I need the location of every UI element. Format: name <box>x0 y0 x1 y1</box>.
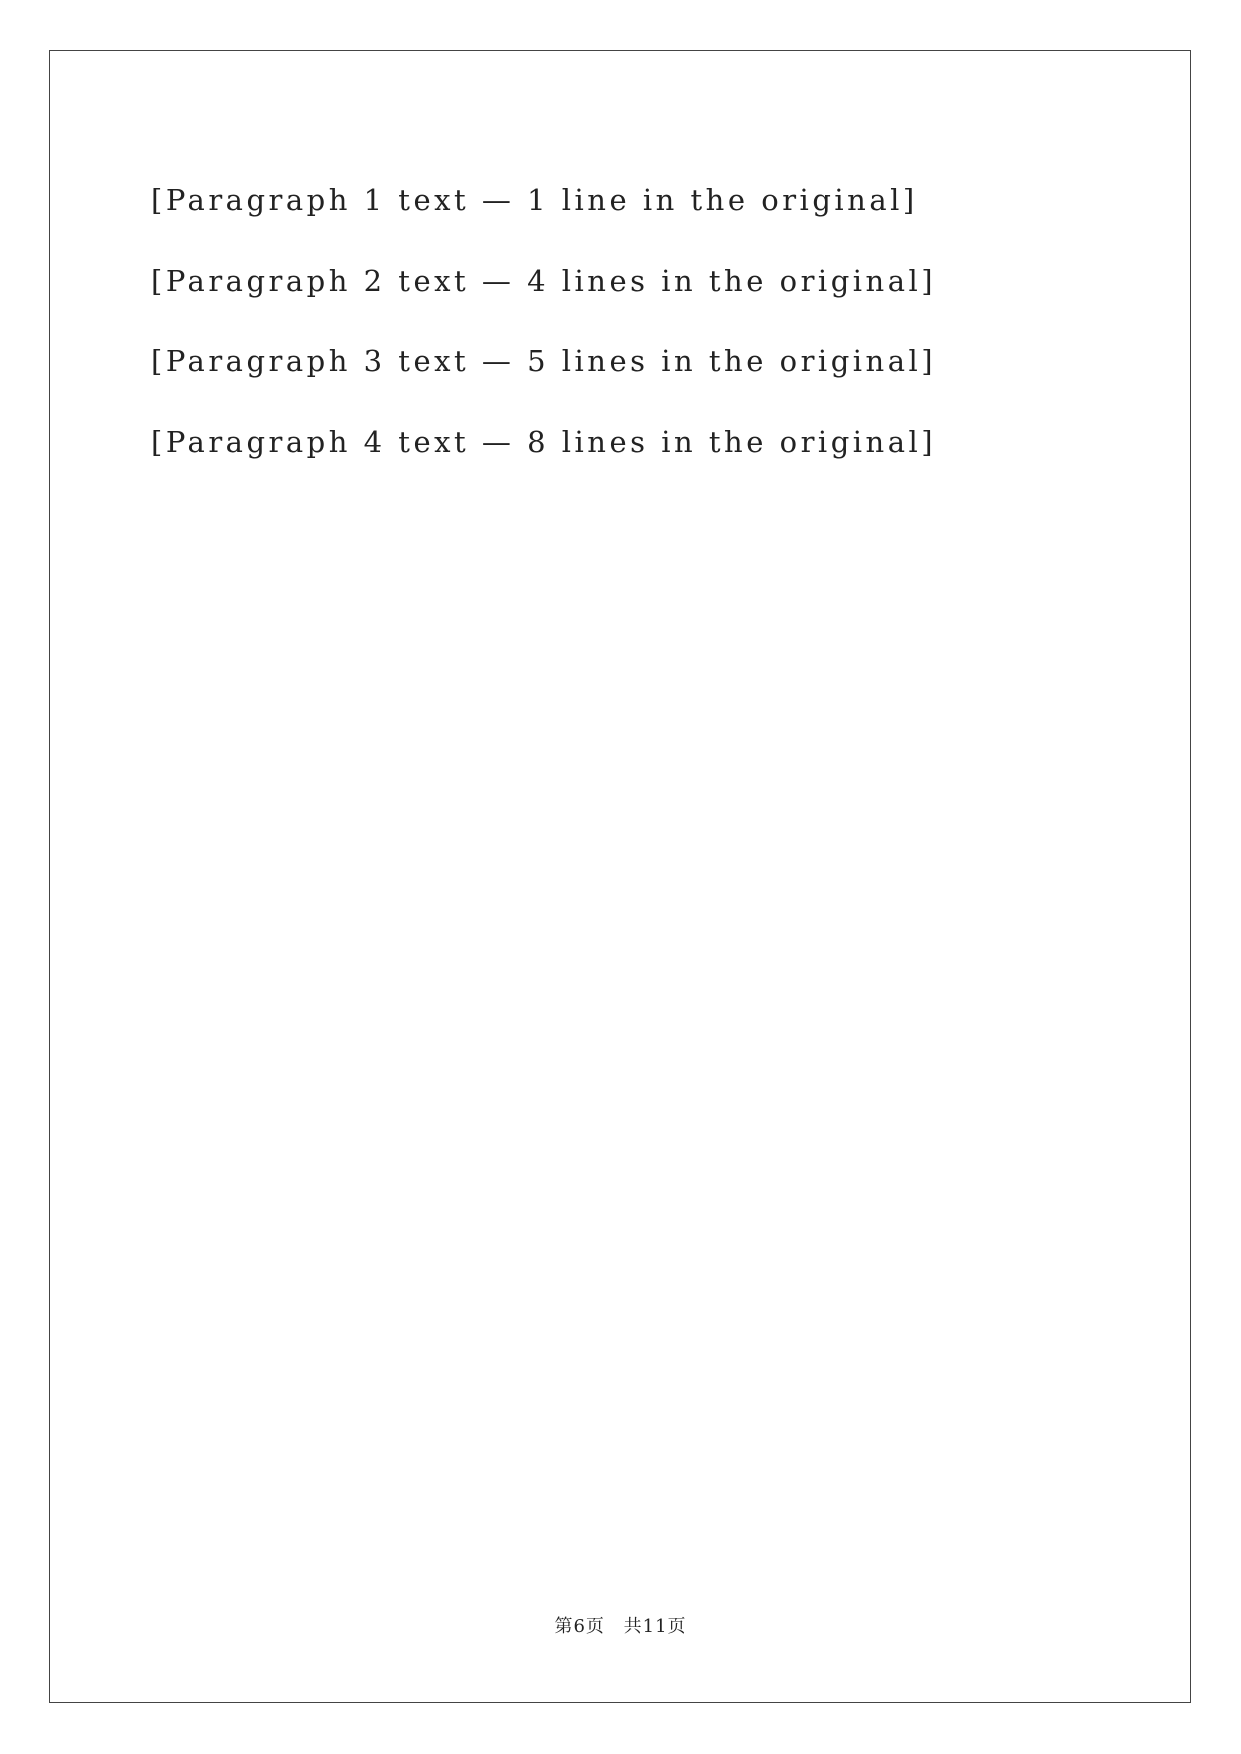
paragraph: [Paragraph 2 text — 4 lines in the original] <box>151 263 937 298</box>
document-body <box>151 160 1091 482</box>
paragraph: [Paragraph 1 text — 1 line in the original] <box>151 183 918 217</box>
paragraph: [Paragraph 3 text — 5 lines in the original] <box>151 344 937 378</box>
page-number: 第6页 <box>554 1616 605 1637</box>
page-footer <box>0 1612 1241 1638</box>
paragraph: [Paragraph 4 text — 8 lines in the original] <box>151 424 937 459</box>
page-total: 共11页 <box>623 1616 687 1637</box>
